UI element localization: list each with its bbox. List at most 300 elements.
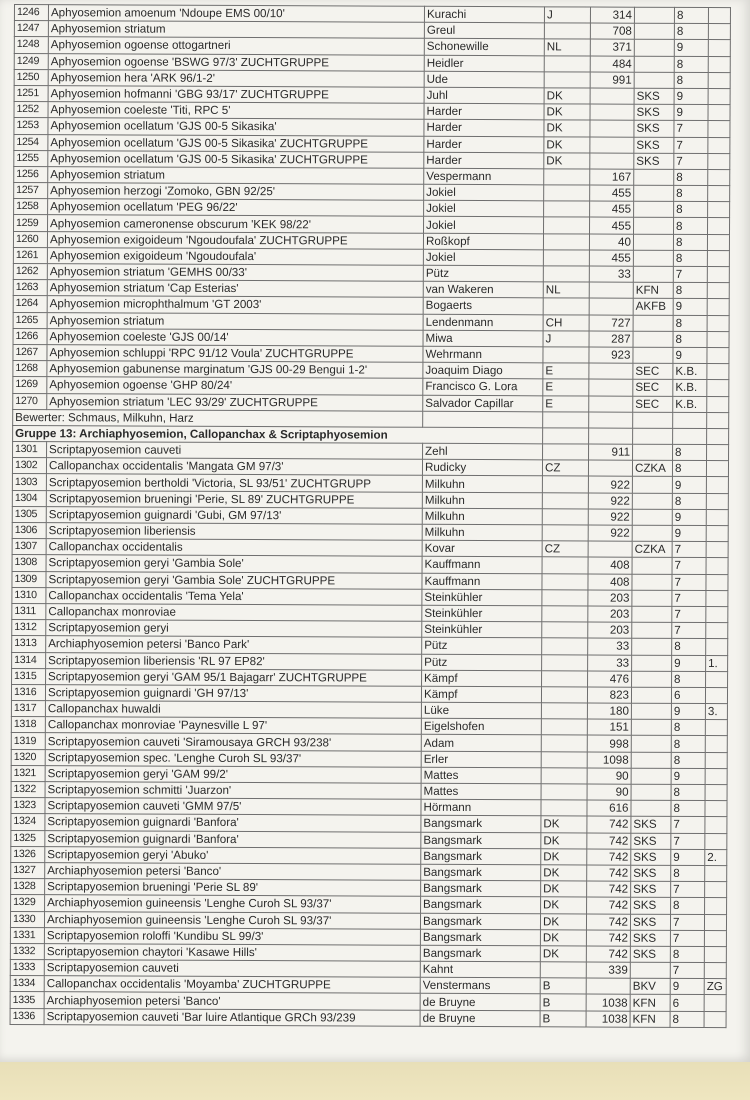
entry-number: 1247 xyxy=(14,21,48,37)
club-code xyxy=(634,7,674,23)
breeder-name: Mattes xyxy=(421,767,541,784)
country-code xyxy=(543,250,589,266)
species-name: Scriptapyosemion liberiensis xyxy=(46,523,422,541)
species-name: Archiaphyosemion guineensis 'Lenghe Curoh SL 93/37' xyxy=(44,911,420,929)
score: 7 xyxy=(670,930,704,946)
score: 8 xyxy=(674,56,708,72)
species-name: Scriptapyosemion brueningi 'Perie, SL 89' ZUCHTGRUPPE xyxy=(46,490,422,508)
club-code xyxy=(632,639,672,655)
species-name: Callopanchax huwaldi xyxy=(45,701,421,719)
member-number xyxy=(590,153,634,169)
country-code xyxy=(542,525,588,541)
club-code xyxy=(632,574,672,590)
breeder-name: Milkuhn xyxy=(422,476,542,493)
species-name: Archiaphyosemion petersi 'Banco Park' xyxy=(46,636,422,654)
species-name: Aphyosemion ocellatum 'GJS 00-5 Sikasika' ZUCHTGRUPPE xyxy=(48,134,424,152)
species-name: Callopanchax monroviae xyxy=(46,604,422,622)
member-number: 1038 xyxy=(586,1011,630,1027)
entry-number: 1317 xyxy=(11,701,45,717)
country-code: CZ xyxy=(542,541,588,557)
club-code: SKS xyxy=(630,946,670,962)
club-code xyxy=(632,671,672,687)
species-name: Callopanchax occidentalis 'Mangata GM 97/3' xyxy=(46,458,422,476)
score: 9 xyxy=(671,703,705,719)
country-code xyxy=(542,476,588,492)
species-name: Scriptapyosemion liberiensis 'RL 97 EP82' xyxy=(46,652,422,670)
placement: 3. xyxy=(705,704,727,720)
breeder-name: Hörmann xyxy=(421,799,541,816)
entry-number: 1264 xyxy=(13,296,47,312)
member-number: 33 xyxy=(589,266,633,282)
entry-number: 1257 xyxy=(14,183,48,199)
member-number xyxy=(589,363,633,379)
species-name: Scriptapyosemion cauveti 'GMM 97/5' xyxy=(45,798,421,816)
species-name: Callopanchax monroviae 'Paynesville L 97' xyxy=(45,717,421,735)
breeder-name: Ude xyxy=(424,71,544,88)
placement xyxy=(705,752,727,768)
country-code xyxy=(542,622,588,638)
club-code xyxy=(631,719,671,735)
breeder-name: Harder xyxy=(424,136,544,153)
entry-number: 1307 xyxy=(12,539,46,555)
breeder-name: Kämpf xyxy=(421,686,541,703)
club-code xyxy=(633,315,673,331)
score: 8 xyxy=(671,736,705,752)
breeder-name: Greul xyxy=(424,22,544,39)
member-number xyxy=(590,137,634,153)
entry-number: 1251 xyxy=(14,85,48,101)
score: 7 xyxy=(670,914,704,930)
entry-number: 1324 xyxy=(11,814,45,830)
member-number: 742 xyxy=(587,881,631,897)
placement xyxy=(708,88,730,104)
country-code xyxy=(542,638,588,654)
placement xyxy=(708,218,730,234)
species-name: Scriptapyosemion guignardi 'GH 97/13' xyxy=(45,685,421,703)
placement xyxy=(706,590,728,606)
country-code: DK xyxy=(540,929,586,945)
placement xyxy=(707,267,729,283)
species-name: Aphyosemion microphthalmum 'GT 2003' xyxy=(47,296,423,314)
club-code xyxy=(632,558,672,574)
member-number: 742 xyxy=(587,833,631,849)
member-number: 1098 xyxy=(587,752,631,768)
country-code: E xyxy=(543,363,589,379)
member-number: 287 xyxy=(589,331,633,347)
club-code: SKS xyxy=(634,137,674,153)
score: 9 xyxy=(671,849,705,865)
club-code: SKS xyxy=(631,881,671,897)
member-number: 742 xyxy=(587,849,631,865)
club-code xyxy=(632,606,672,622)
country-code xyxy=(542,590,588,606)
score: 7 xyxy=(670,962,704,978)
breeder-name: Miwa xyxy=(423,330,543,347)
species-name: Scriptapyosemion guignardi 'Banfora' xyxy=(45,814,421,832)
member-number: 1038 xyxy=(586,994,630,1010)
placement xyxy=(706,623,728,639)
score: 8 xyxy=(671,865,705,881)
member-number: 455 xyxy=(590,217,634,233)
member-number: 708 xyxy=(590,23,634,39)
placement xyxy=(706,509,728,525)
breeder-name: van Wakeren xyxy=(423,281,543,298)
entry-number: 1327 xyxy=(11,862,45,878)
placement: ZG xyxy=(704,979,726,995)
breeder-name: Rudicky xyxy=(422,460,542,477)
breeder-name: Bangsmark xyxy=(420,913,540,930)
club-code: SKS xyxy=(634,121,674,137)
country-code xyxy=(541,687,587,703)
member-number: 203 xyxy=(588,622,632,638)
entry-number: 1321 xyxy=(11,765,45,781)
entry-number: 1268 xyxy=(13,361,47,377)
breeder-name: Pütz xyxy=(422,638,542,655)
breeder-name: Vespermann xyxy=(424,168,544,185)
club-code: SKS xyxy=(630,914,670,930)
breeder-name: Jokiel xyxy=(423,249,543,266)
entry-number: 1308 xyxy=(12,555,46,571)
entry-number: 1246 xyxy=(14,5,48,21)
entry-number: 1319 xyxy=(11,733,45,749)
breeder-name: de Bruyne xyxy=(420,994,540,1011)
entry-number: 1305 xyxy=(12,506,46,522)
placement xyxy=(708,169,730,185)
placement xyxy=(706,574,728,590)
species-name: Aphyosemion exigoideum 'Ngoudoufala' xyxy=(47,247,423,265)
score: 9 xyxy=(674,88,708,104)
country-code xyxy=(543,233,589,249)
breeder-name: Francisco G. Lora xyxy=(423,379,543,396)
entry-number: 1306 xyxy=(12,522,46,538)
species-name: Scriptapyosemion schmitti 'Juarzon' xyxy=(45,782,421,800)
member-number: 339 xyxy=(586,962,630,978)
breeder-name: Bangsmark xyxy=(421,832,541,849)
score: 9 xyxy=(672,477,706,493)
entry-number: 1326 xyxy=(11,846,45,862)
country-code: DK xyxy=(544,136,590,152)
entry-number: 1311 xyxy=(12,603,46,619)
country-code: E xyxy=(543,395,589,411)
country-code xyxy=(543,347,589,363)
species-name: Aphyosemion ogoense 'BSWG 97/3' ZUCHTGRUPPE xyxy=(48,53,424,71)
placement xyxy=(708,105,730,121)
species-name: Aphyosemion striatum xyxy=(48,21,424,39)
entry-number: 1329 xyxy=(11,895,45,911)
placement xyxy=(708,24,730,40)
member-number: 922 xyxy=(588,476,632,492)
breeder-name: Pütz xyxy=(423,265,543,282)
species-name: Scriptapyosemion geryi 'GAM 99/2' xyxy=(45,765,421,783)
placement xyxy=(707,445,729,461)
species-name: Aphyosemion striatum 'Cap Esterias' xyxy=(47,280,423,298)
breeder-name: Kauffmann xyxy=(422,573,542,590)
club-code xyxy=(634,40,674,56)
placement xyxy=(704,963,726,979)
score: 8 xyxy=(670,946,704,962)
country-code: DK xyxy=(541,832,587,848)
entries-group-12 xyxy=(13,5,731,413)
placement: 2. xyxy=(705,849,727,865)
species-name: Aphyosemion ocellatum 'GJS 00-5 Sikasika' xyxy=(48,118,424,136)
country-code xyxy=(540,962,586,978)
country-code: CZ xyxy=(542,460,588,476)
entry-number: 1312 xyxy=(12,620,46,636)
score: K.B. xyxy=(673,364,707,380)
score: 7 xyxy=(672,623,706,639)
club-code: SKS xyxy=(630,930,670,946)
score: 8 xyxy=(671,784,705,800)
species-name: Scriptapyosemion guignardi 'Gubi, GM 97/13' xyxy=(46,506,422,524)
table-row xyxy=(10,1008,726,1027)
country-code: DK xyxy=(544,153,590,169)
species-name: Scriptapyosemion chaytori 'Kasawe Hills' xyxy=(44,944,420,962)
country-code xyxy=(541,703,587,719)
score: 9 xyxy=(672,509,706,525)
member-number xyxy=(586,978,630,994)
club-code: SEC xyxy=(633,363,673,379)
club-code: SEC xyxy=(633,380,673,396)
placement xyxy=(706,639,728,655)
club-code: SKS xyxy=(634,153,674,169)
member-number xyxy=(590,104,634,120)
member-number: 455 xyxy=(590,201,634,217)
species-name: Aphyosemion ocellatum 'GJS 00-5 Sikasika' ZUCHTGRUPPE xyxy=(48,150,424,168)
member-number xyxy=(590,88,634,104)
breeder-name: Lendenmann xyxy=(423,314,543,331)
placement xyxy=(707,396,729,412)
entry-number: 1262 xyxy=(13,263,47,279)
entry-number: 1267 xyxy=(13,344,47,360)
score: 6 xyxy=(671,687,705,703)
club-code: KFN xyxy=(630,1011,670,1027)
country-code xyxy=(544,55,590,71)
group-title: Gruppe 13: Archiaphyosemion, Callopanchax & Scriptaphyosemion xyxy=(13,425,543,443)
entry-number: 1310 xyxy=(12,587,46,603)
placement xyxy=(705,833,727,849)
species-name: Aphyosemion cameronense obscurum 'KEK 98/22' xyxy=(48,215,424,233)
score: 8 xyxy=(673,250,707,266)
score: 9 xyxy=(671,768,705,784)
entry-number: 1322 xyxy=(11,781,45,797)
club-code: SKS xyxy=(634,104,674,120)
breeder-name: Milkuhn xyxy=(422,508,542,525)
score: 9 xyxy=(672,655,706,671)
entry-number: 1331 xyxy=(10,927,44,943)
entry-number: 1248 xyxy=(14,37,48,53)
species-name: Archiaphyosemion petersi 'Banco' xyxy=(45,863,421,881)
score: 7 xyxy=(672,606,706,622)
member-number xyxy=(589,282,633,298)
score: 8 xyxy=(673,331,707,347)
entry-number: 1269 xyxy=(13,377,47,393)
placement xyxy=(704,914,726,930)
country-code: DK xyxy=(541,881,587,897)
placement xyxy=(707,364,729,380)
entry-number: 1260 xyxy=(13,231,47,247)
score: 8 xyxy=(674,24,708,40)
breeder-name: Jokiel xyxy=(424,217,544,234)
breeder-name: Harder xyxy=(424,103,544,120)
country-code: J xyxy=(543,331,589,347)
species-name: Archiaphyosemion guineensis 'Lenghe Curoh SL 93/37' xyxy=(45,895,421,913)
entry-table xyxy=(10,4,731,1028)
species-name: Aphyosemion ogoense 'GHP 80/24' xyxy=(47,377,423,395)
member-number: 742 xyxy=(587,816,631,832)
entry-number: 1325 xyxy=(11,830,45,846)
club-code: BKV xyxy=(630,978,670,994)
member-number xyxy=(589,379,633,395)
placement xyxy=(706,671,728,687)
species-name: Aphyosemion striatum 'GEMHS 00/33' xyxy=(47,264,423,282)
placement xyxy=(708,8,730,24)
placement xyxy=(705,865,727,881)
member-number: 742 xyxy=(586,930,630,946)
placement xyxy=(707,315,729,331)
country-code xyxy=(542,557,588,573)
score: 8 xyxy=(673,444,707,460)
country-code: B xyxy=(540,978,586,994)
club-code xyxy=(632,655,672,671)
club-code xyxy=(634,56,674,72)
member-number: 90 xyxy=(587,784,631,800)
species-name: Aphyosemion hofmanni 'GBG 93/17' ZUCHTGRUPPE xyxy=(48,86,424,104)
member-number: 167 xyxy=(590,169,634,185)
score: 9 xyxy=(674,105,708,121)
entry-number: 1334 xyxy=(10,976,44,992)
score: K.B. xyxy=(673,396,707,412)
country-code: B xyxy=(540,994,586,1010)
breeder-name: Heidler xyxy=(424,55,544,72)
club-code xyxy=(633,444,673,460)
species-name: Callopanchax occidentalis 'Tema Yela' xyxy=(46,587,422,605)
score: K.B. xyxy=(673,380,707,396)
placement xyxy=(705,720,727,736)
species-name: Scriptapyosemion cauveti 'Bar luire Atlantique GRCh 93/239 xyxy=(44,1008,420,1026)
species-name: Scriptapyosemion geryi xyxy=(46,620,422,638)
entry-number: 1265 xyxy=(13,312,47,328)
entry-number: 1315 xyxy=(12,668,46,684)
placement xyxy=(704,930,726,946)
score: 8 xyxy=(670,1011,704,1027)
entry-number: 1333 xyxy=(10,960,44,976)
entry-number: 1253 xyxy=(14,118,48,134)
country-code: DK xyxy=(544,104,590,120)
entry-number: 1270 xyxy=(13,393,47,409)
score: 8 xyxy=(674,185,708,201)
species-name: Scriptapyosemion geryi 'Gambia Sole' ZUCHTGRUPPE xyxy=(46,571,422,589)
member-number: 455 xyxy=(589,250,633,266)
country-code: DK xyxy=(541,897,587,913)
country-code xyxy=(541,719,587,735)
club-code: SKS xyxy=(631,849,671,865)
entry-number: 1328 xyxy=(11,879,45,895)
breeder-name: Mattes xyxy=(421,783,541,800)
member-number xyxy=(589,298,633,314)
score: 7 xyxy=(674,153,708,169)
placement xyxy=(705,882,727,898)
club-code: CZKA xyxy=(632,541,672,557)
species-name: Scriptapyosemion roloffi 'Kundibu SL 99/3' xyxy=(44,927,420,945)
country-code: DK xyxy=(544,88,590,104)
club-code xyxy=(632,493,672,509)
entry-number: 1314 xyxy=(12,652,46,668)
country-code: J xyxy=(544,7,590,23)
member-number: 408 xyxy=(588,574,632,590)
score: 8 xyxy=(673,283,707,299)
member-number: 33 xyxy=(588,638,632,654)
score: 8 xyxy=(672,493,706,509)
member-number: 371 xyxy=(590,39,634,55)
species-name: Archiaphyosemion petersi 'Banco' xyxy=(44,992,420,1010)
entry-number: 1258 xyxy=(14,199,48,215)
entry-number: 1254 xyxy=(14,134,48,150)
breeder-name: Bangsmark xyxy=(420,945,540,962)
placement xyxy=(708,202,730,218)
score: 7 xyxy=(672,542,706,558)
entry-number: 1249 xyxy=(14,53,48,69)
score: 7 xyxy=(674,121,708,137)
club-code xyxy=(632,477,672,493)
species-name: Scriptapyosemion geryi 'GAM 95/1 Bajagarr' ZUCHTGRUPPE xyxy=(46,668,422,686)
placement xyxy=(708,186,730,202)
country-code: DK xyxy=(541,849,587,865)
club-code xyxy=(631,784,671,800)
species-name: Scriptapyosemion bertholdi 'Victoria, SL 93/51' ZUCHTGRUPP xyxy=(46,474,422,492)
entry-number: 1330 xyxy=(10,911,44,927)
entry-number: 1256 xyxy=(14,166,48,182)
placement xyxy=(708,153,730,169)
score: 8 xyxy=(674,7,708,23)
score: 8 xyxy=(673,234,707,250)
breeder-name: Juhl xyxy=(424,87,544,104)
country-code: B xyxy=(540,1010,586,1026)
entry-number: 1332 xyxy=(10,943,44,959)
entry-number: 1320 xyxy=(11,749,45,765)
member-number: 40 xyxy=(589,234,633,250)
score: 8 xyxy=(674,169,708,185)
country-code xyxy=(543,444,589,460)
club-code xyxy=(633,234,673,250)
entry-number: 1313 xyxy=(12,636,46,652)
country-code xyxy=(543,298,589,314)
entry-number: 1266 xyxy=(13,328,47,344)
breeder-name: Kauffmann xyxy=(422,557,542,574)
species-name: Scriptapyosemion geryi 'Abuko' xyxy=(45,846,421,864)
club-code: SKS xyxy=(631,817,671,833)
club-code: SEC xyxy=(633,396,673,412)
entry-number: 1301 xyxy=(13,442,47,458)
entry-number: 1336 xyxy=(10,1008,44,1024)
club-code xyxy=(632,509,672,525)
breeder-name: Bangsmark xyxy=(421,816,541,833)
species-name: Scriptapyosemion spec. 'Lenghe Curoh SL 93/37' xyxy=(45,749,421,767)
species-name: Scriptapyosemion geryi 'Gambia Sole' xyxy=(46,555,422,573)
breeder-name: Harder xyxy=(424,152,544,169)
breeder-name: Jokiel xyxy=(424,184,544,201)
score: 7 xyxy=(671,881,705,897)
member-number: 727 xyxy=(589,315,633,331)
entry-number: 1302 xyxy=(12,458,46,474)
score: 8 xyxy=(671,720,705,736)
member-number: 922 xyxy=(588,525,632,541)
placement xyxy=(704,995,726,1011)
placement xyxy=(708,137,730,153)
placement xyxy=(707,250,729,266)
breeder-name: Lüke xyxy=(421,702,541,719)
species-name: Aphyosemion herzogi 'Zomoko, GBN 92/25' xyxy=(48,183,424,201)
club-code: SKS xyxy=(631,898,671,914)
